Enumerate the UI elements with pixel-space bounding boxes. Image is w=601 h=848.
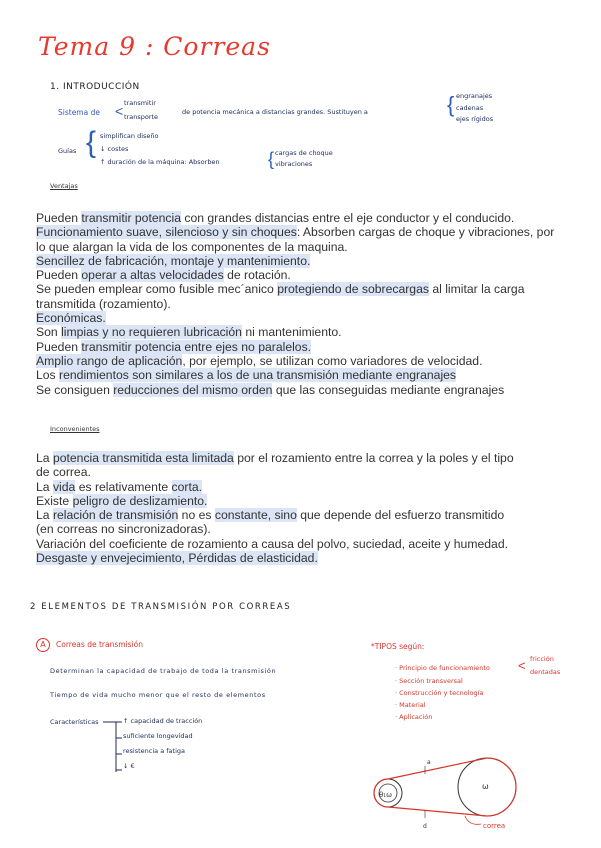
text-segment: Pueden [36, 268, 82, 283]
brace-absorben: { [268, 149, 275, 169]
func-dentadas: dentadas [530, 668, 561, 676]
text-segment: Existe [36, 493, 73, 508]
highlighted-text: Amplio rango de aplicación [36, 353, 183, 368]
brace-guias: { [86, 126, 97, 159]
bracket-left: < [115, 103, 124, 119]
text-segment: La [36, 479, 53, 494]
highlighted-text: operar a altas velocidades [81, 268, 224, 283]
correas-title: Correas de transmisión [56, 640, 143, 649]
guias-item-1: simplifican diseño [100, 132, 159, 140]
highlighted-text: Desgaste y envejecimiento [36, 551, 182, 566]
highlighted-text: potencia transmitida esta limitada [52, 451, 234, 465]
highlighted-text: protegiendo de sobrecargas [277, 282, 429, 297]
text-segment: Se pueden emplear como fusible mec´anico [36, 282, 278, 297]
carac-item-4: ↓ € [123, 762, 135, 770]
belt-wrap-large [487, 758, 516, 816]
text-segment: transmitida (rozamiento). [36, 296, 171, 311]
text-segment: de rotación. [223, 268, 291, 283]
guias-lead: Guías [58, 147, 77, 155]
sustituyen-engranajes: engranajes [456, 92, 493, 100]
text-segment: : Absorben cargas de choque y vibraciones, por [296, 225, 555, 240]
correa-pointer [465, 816, 481, 824]
ventajas-heading: Ventajas [50, 182, 78, 190]
text-line [36, 522, 596, 536]
text-line [36, 340, 596, 354]
absorben-choque: cargas de choque [275, 149, 333, 157]
bullet: · [395, 701, 400, 709]
label-a: a [427, 759, 431, 766]
highlighted-text: vida [52, 479, 76, 494]
page-title: Tema 9 : Correas [38, 32, 271, 61]
highlighted-text: Sencillez de fabricación, montaje y mantenimiento. [36, 253, 311, 268]
text-segment: (en correas no sincronizadoras). [36, 522, 211, 537]
section-heading-introduccion: 1. INTRODUCCIÓN [50, 82, 140, 92]
text-line [36, 508, 596, 522]
tipo-label-2: Sección transversal [399, 677, 463, 685]
tipo-item-3 [395, 689, 483, 697]
sistema-opt-transmitir: transmitir [124, 99, 156, 107]
text-line [36, 368, 596, 382]
ventajas-list [36, 211, 596, 397]
tipo-label-4: Material [399, 701, 426, 709]
text-segment: Pueden [36, 339, 82, 354]
belt-top [388, 758, 487, 779]
text-segment: La [36, 451, 53, 465]
text-line [36, 311, 596, 325]
highlighted-text: relación de transmisión [52, 508, 179, 523]
text-segment: ni mantenimiento. [241, 325, 342, 340]
text-segment: Los [36, 368, 60, 383]
guias-item-3: ↑ duración de la máquina: Absorben [100, 158, 220, 166]
tipo-item-5 [395, 713, 432, 721]
text-line [36, 254, 596, 268]
small-pulley-label: θ₁ω [379, 791, 392, 799]
text-segment: Son [36, 325, 62, 340]
text-line [36, 354, 596, 368]
carac-item-1: ↑ capacidad de tracción [123, 717, 203, 725]
bullet: · [395, 677, 400, 685]
sistema-lead: Sistema de [58, 108, 100, 117]
text-segment: Pueden [36, 211, 82, 225]
highlighted-text: reducciones del mismo orden [113, 382, 273, 397]
sistema-rest: de potencia mecánica a distancias grandes. Sustituyen a [182, 108, 368, 116]
text-line [36, 225, 596, 239]
text-line [36, 451, 596, 465]
text-line [36, 480, 596, 494]
tipo-label-3: Construcción y tecnología [399, 689, 484, 697]
text-line [36, 383, 596, 397]
tipos-heading: *TIPOS según: [371, 642, 425, 651]
caracteristicas-lead: Características [50, 718, 99, 726]
text-segment: no es [178, 508, 215, 523]
bullet: · [395, 713, 400, 721]
determinan-line: Determinan la capacidad de trabajo de toda la transmisión [50, 667, 277, 675]
text-segment: que depende del esfuerzo transmitido [296, 508, 505, 523]
text-segment: Variación del coeficiente de rozamiento a causa del polvo, suciedad, aceite y humedad. [36, 536, 508, 551]
correa-label: correa [483, 822, 506, 830]
text-segment: de correa. [36, 465, 91, 480]
text-segment: es relativamente [75, 479, 172, 494]
highlighted-text: Económicas. [36, 311, 106, 326]
highlighted-text: transmitir potencia [81, 211, 181, 225]
highlighted-text: limpias y no requieren lubricación [61, 325, 242, 340]
text-line [36, 297, 596, 311]
inconvenientes-list [36, 451, 596, 565]
text-segment: que las conseguidas mediante engranajes [272, 382, 505, 397]
guias-item-2: ↓ costes [100, 145, 129, 153]
text-segment: lo que alargan la vida de los componentes de la maquina. [36, 239, 348, 254]
tipo-label-5: Aplicación [399, 713, 433, 721]
tiempo-line: Tiempo de vida mucho menor que el resto de elementos [50, 691, 266, 699]
text-line [36, 282, 596, 296]
tipo-item-2 [395, 677, 463, 685]
inconvenientes-heading: Inconvenientes [50, 425, 100, 433]
carac-item-2: suficiente longevidad [123, 732, 193, 740]
text-segment: La [36, 508, 53, 523]
label-a-circle: A [36, 638, 50, 652]
carac-item-3: resistencia a fatiga [123, 747, 185, 755]
section-heading-elementos: 2 ELEMENTOS DE TRANSMISIÓN POR CORREAS [30, 602, 292, 612]
sustituyen-ejes: ejes rígidos [456, 115, 494, 123]
bullet: · [395, 664, 400, 672]
highlighted-text: Funcionamiento suave, silencioso y sin choques [36, 225, 297, 240]
highlighted-text: constante, sino [214, 508, 297, 523]
tipo-item-1 [395, 664, 490, 672]
text-segment: , por ejemplo, se utilizan como variadores de velocidad. [182, 353, 483, 368]
func-friccion: fricción [530, 655, 554, 663]
text-line [36, 268, 596, 282]
text-segment: al limitar la carga [428, 282, 525, 297]
text-segment: con grandes distancias entre el eje conductor y el conducido. [180, 211, 515, 225]
text-line [36, 494, 596, 508]
sustituyen-cadenas: cadenas [456, 104, 484, 112]
highlighted-text: , Pérdidas de elasticidad. [181, 551, 318, 566]
text-line [36, 551, 596, 565]
highlighted-text: corta. [171, 479, 202, 494]
large-pulley-label: ω [482, 782, 489, 791]
bullet: · [395, 689, 400, 697]
text-line [36, 325, 596, 339]
tipo-label-1: Principio de funcionamiento [399, 664, 490, 672]
highlighted-text: rendimientos son similares a los de una transmisión mediante engranajes [59, 368, 457, 383]
label-d: d [423, 823, 427, 830]
brace-sustituyen: { [447, 92, 455, 117]
text-line [36, 465, 596, 479]
highlighted-text: transmitir potencia entre ejes no paralelos. [81, 339, 312, 354]
tipo-item-4 [395, 701, 426, 709]
text-segment: Se consiguen [36, 382, 114, 397]
text-line [36, 537, 596, 551]
absorben-vibraciones: vibraciones [275, 160, 313, 168]
highlighted-text: peligro de deslizamiento. [72, 493, 208, 508]
bracket-func: < [518, 658, 526, 673]
text-segment: por el rozamiento entre la correa y la poles y el tipo [233, 451, 514, 465]
sistema-opt-transporte: transporte [124, 113, 159, 121]
text-line [36, 211, 596, 225]
text-line [36, 240, 596, 254]
belt-diagram [365, 750, 565, 830]
